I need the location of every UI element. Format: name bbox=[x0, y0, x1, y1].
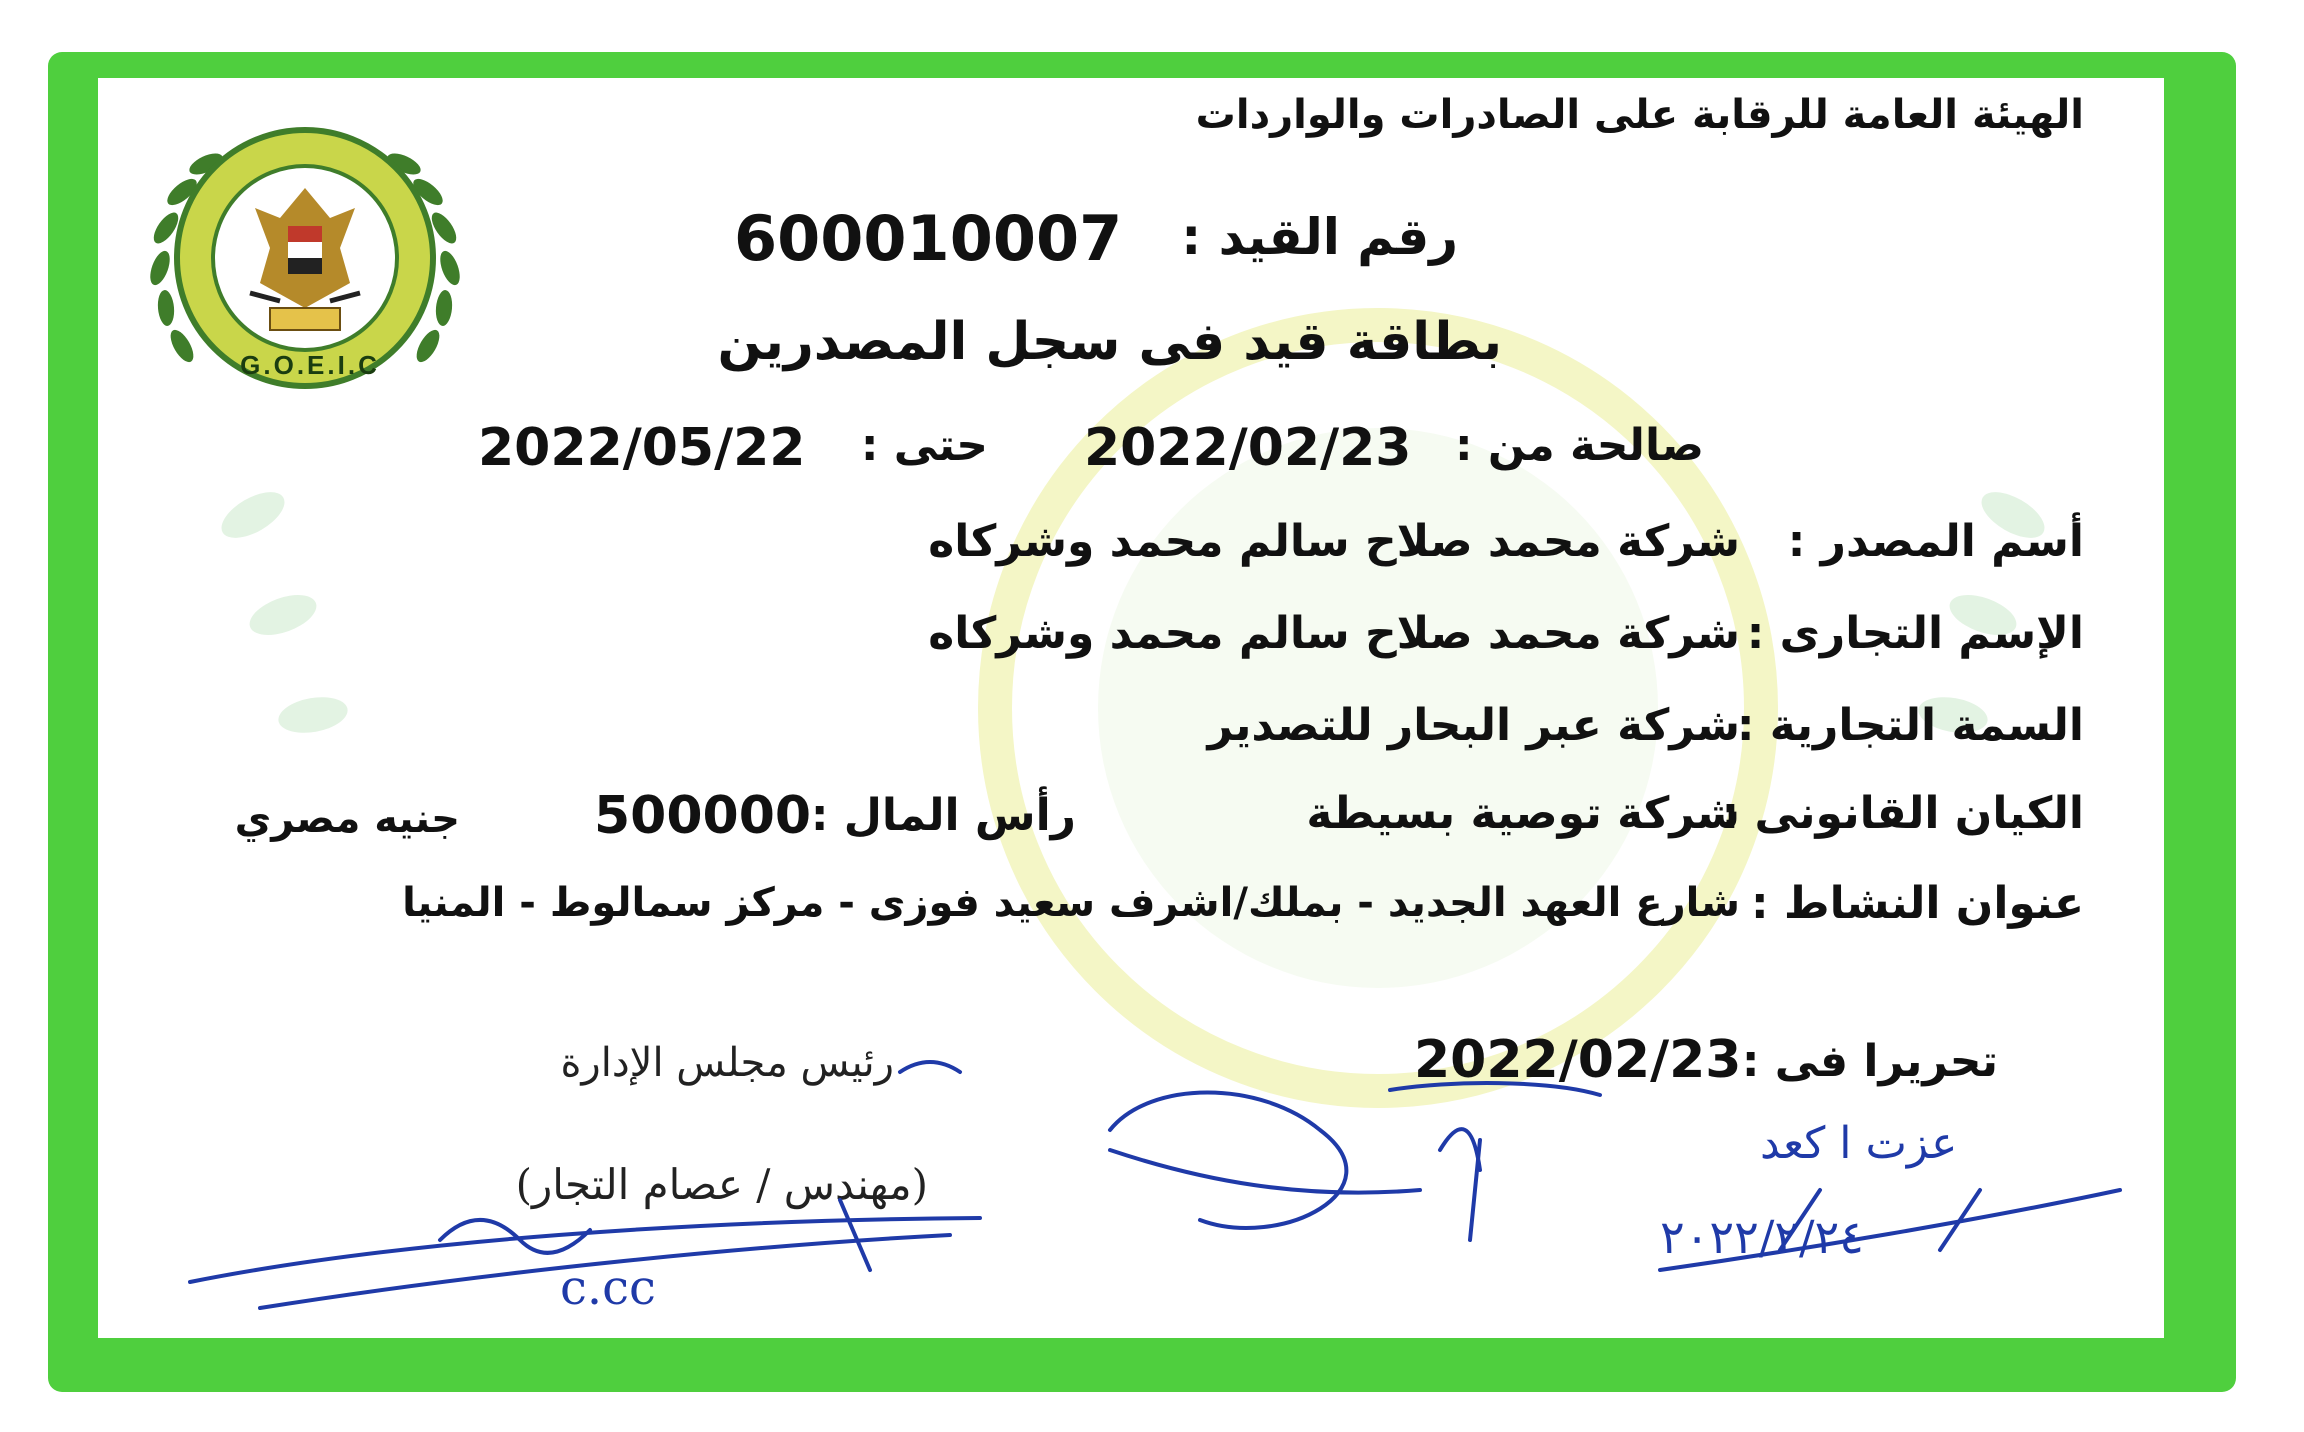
valid-from-label: صالحة من : bbox=[1454, 420, 1704, 471]
chairman-title: رئيس مجلس الإدارة bbox=[560, 1040, 894, 1086]
valid-to-label: حتى : bbox=[860, 420, 988, 471]
valid-from-date: 2022/02/23 bbox=[1084, 418, 1412, 478]
valid-to-date: 2022/05/22 bbox=[478, 418, 806, 478]
card-title: بطاقة قيد فى سجل المصدرين bbox=[717, 312, 1502, 372]
address-label: عنوان النشاط : bbox=[1750, 878, 2084, 929]
signature-stroke-center bbox=[1110, 1150, 1420, 1193]
authority-name: الهيئة العامة للرقابة على الصادرات والواردات bbox=[1195, 92, 2084, 138]
trade-name-label: الإسم التجارى : bbox=[1746, 608, 2084, 659]
signature-arc-center bbox=[1390, 1083, 1600, 1095]
registration-label: رقم القيد : bbox=[1181, 208, 1458, 266]
registration-number: 600010007 bbox=[734, 202, 1123, 275]
capital-value: 500000 bbox=[594, 786, 812, 846]
signature-slash-left bbox=[840, 1200, 870, 1270]
signature-right-date: ٢٠٢٢/٢/٢٤ bbox=[1660, 1210, 1864, 1264]
capital-currency: جنيه مصري bbox=[234, 796, 460, 842]
issued-date: 2022/02/23 bbox=[1414, 1030, 1742, 1090]
logo-text: G.O.E.I.C bbox=[240, 350, 380, 380]
address-value: شارع العهد الجديد - بملك/اشرف سعيد فوزى - مركز سمالوط - المنيا bbox=[402, 880, 1740, 926]
issued-label: تحريرا فى : bbox=[1741, 1036, 1998, 1087]
trade-name-value: شركة محمد صلاح سالم محمد وشركاه bbox=[928, 608, 1740, 659]
legal-entity-label: الكيان القانونى : bbox=[1721, 788, 2084, 839]
signature-right-name: عزت ا كعد bbox=[1760, 1118, 1958, 1169]
exporter-name-value: شركة محمد صلاح سالم محمد وشركاه bbox=[928, 516, 1740, 567]
signature-left-note: c.cc bbox=[560, 1260, 656, 1316]
exporter-name-label: أسم المصدر : bbox=[1787, 516, 2084, 567]
legal-entity-value: شركة توصية بسيطة bbox=[1306, 788, 1740, 839]
chairman-name: (مهندس / عصام التجار) bbox=[515, 1160, 928, 1209]
signature-line-center bbox=[1470, 1140, 1480, 1240]
signature-hook-center bbox=[1440, 1129, 1480, 1170]
trade-mark-label: السمة التجارية : bbox=[1736, 700, 2084, 751]
signature-scrawl-left bbox=[440, 1220, 590, 1253]
capital-label: رأس المال : bbox=[810, 790, 1076, 841]
trade-mark-value: شركة عبر البحار للتصدير bbox=[1207, 700, 1740, 751]
signature-tick-left bbox=[900, 1062, 960, 1072]
